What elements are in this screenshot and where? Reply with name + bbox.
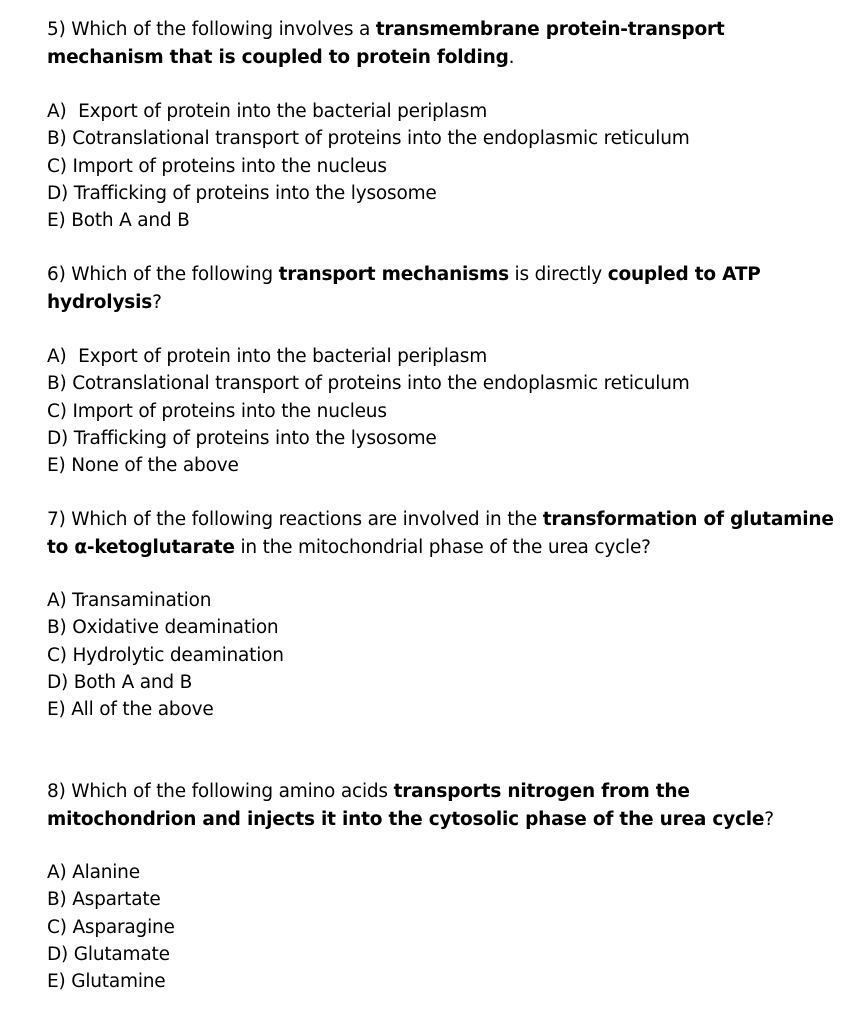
question-8-options	[47, 859, 837, 995]
stem-emphasis: transformation of glutamine to α-ketoglutarate	[47, 509, 834, 558]
question-6-options	[47, 343, 837, 479]
stem-emphasis: transports nitrogen from the mitochondrion and injects it into the cytosolic phase of the urea cycle	[47, 781, 765, 830]
option-d[interactable]	[47, 425, 837, 452]
option-letter: D)	[47, 182, 69, 204]
option-a[interactable]	[47, 587, 837, 614]
question-5-options	[47, 98, 837, 234]
option-d[interactable]	[47, 941, 837, 968]
question-number: 7)	[47, 509, 66, 530]
question-5	[47, 16, 837, 234]
option-text: Glutamate	[73, 943, 170, 965]
stem-text: Which of the following involves a	[71, 19, 376, 40]
option-b[interactable]	[47, 614, 837, 641]
option-letter: A)	[47, 590, 67, 611]
stem-text: Which of the following	[71, 264, 279, 285]
option-text: Cotranslational transport of proteins into the endoplasmic reticulum	[72, 373, 690, 395]
option-b[interactable]	[47, 886, 837, 913]
stem-text: is directly	[508, 264, 608, 285]
option-c[interactable]	[47, 914, 837, 941]
option-text: Both A and B	[71, 210, 190, 232]
option-letter: C)	[47, 400, 67, 422]
question-7-options	[47, 587, 837, 723]
option-text: Import of proteins into the nucleus	[72, 400, 387, 422]
option-d[interactable]	[47, 180, 837, 207]
stem-text: Which of the following amino acids	[71, 781, 394, 802]
option-text: Alanine	[72, 862, 140, 883]
question-8	[47, 778, 837, 995]
question-number: 6)	[47, 264, 66, 285]
option-letter: E)	[47, 210, 66, 232]
stem-text: Which of the following reactions are involved in the	[71, 509, 543, 530]
question-6-stem	[47, 261, 837, 316]
option-text: Hydrolytic deamination	[72, 644, 284, 666]
option-letter: A)	[47, 862, 67, 883]
option-c[interactable]	[47, 642, 837, 669]
option-a[interactable]	[47, 859, 837, 886]
option-letter: D)	[47, 427, 69, 449]
stem-emphasis: coupled to ATP hydrolysis	[47, 264, 761, 313]
option-letter: A)	[47, 346, 67, 367]
option-text: Cotranslational transport of proteins into the endoplasmic reticulum	[72, 128, 690, 150]
question-5-stem	[47, 16, 837, 71]
option-letter: E)	[47, 699, 66, 721]
option-text: Asparagine	[72, 916, 175, 938]
option-letter: C)	[47, 155, 67, 177]
option-text: Export of protein into the bacterial periplasm	[78, 346, 488, 367]
option-d[interactable]	[47, 669, 837, 696]
question-7-stem	[47, 506, 837, 561]
option-letter: C)	[47, 916, 67, 938]
option-letter: D)	[47, 943, 69, 965]
option-text: Aspartate	[72, 889, 161, 911]
question-7	[47, 506, 837, 723]
option-letter: E)	[47, 971, 66, 993]
option-text: Export of protein into the bacterial periplasm	[78, 101, 488, 122]
option-letter: C)	[47, 644, 67, 666]
stem-text: ?	[764, 808, 774, 830]
option-letter: B)	[47, 889, 67, 911]
stem-text: .	[508, 46, 515, 68]
stem-text: in the mitochondrial phase of the urea cycle?	[234, 536, 651, 558]
option-b[interactable]	[47, 125, 837, 152]
option-c[interactable]	[47, 398, 837, 425]
option-text: Both A and B	[73, 671, 193, 693]
option-letter: B)	[47, 373, 67, 395]
option-e[interactable]	[47, 452, 837, 479]
option-e[interactable]	[47, 696, 837, 723]
option-text: Oxidative deamination	[72, 617, 279, 639]
option-a[interactable]	[47, 98, 837, 125]
option-c[interactable]	[47, 153, 837, 180]
option-letter: A)	[47, 101, 67, 122]
stem-emphasis: transmembrane protein-transport mechanism that is coupled to protein folding	[47, 19, 725, 68]
option-e[interactable]	[47, 968, 837, 995]
option-letter: E)	[47, 455, 66, 477]
option-e[interactable]	[47, 207, 837, 234]
question-number: 5)	[47, 19, 66, 40]
option-letter: D)	[47, 671, 69, 693]
option-text: Transamination	[72, 590, 212, 611]
stem-text: ?	[152, 291, 162, 313]
option-text: Import of proteins into the nucleus	[72, 155, 387, 177]
option-text: Trafficking of proteins into the lysosome	[73, 182, 437, 204]
option-text: Glutamine	[71, 971, 166, 993]
question-number: 8)	[47, 781, 66, 802]
option-text: All of the above	[71, 699, 214, 721]
option-text: None of the above	[71, 455, 239, 477]
option-text: Trafficking of proteins into the lysosome	[73, 427, 437, 449]
question-8-stem	[47, 778, 837, 833]
option-a[interactable]	[47, 343, 837, 370]
option-b[interactable]	[47, 370, 837, 397]
option-letter: B)	[47, 128, 67, 150]
stem-emphasis: transport mechanisms	[278, 264, 509, 285]
question-6	[47, 261, 837, 479]
option-letter: B)	[47, 617, 67, 639]
